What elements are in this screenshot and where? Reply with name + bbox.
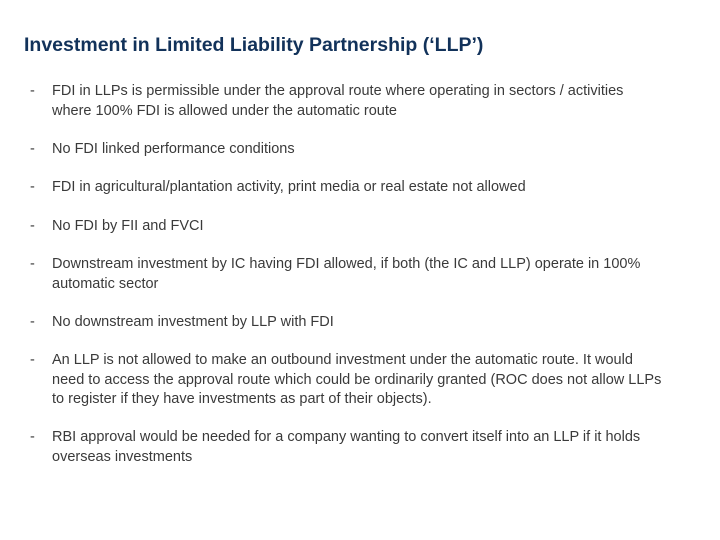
bullet-text: No FDI linked performance conditions: [52, 141, 295, 157]
bullet-text: FDI in agricultural/plantation activity, print media or real estate not allowed: [52, 179, 526, 195]
bullet-text: Downstream investment by IC having FDI allowed, if both (the IC and LLP) operate in 100% automatic sector: [52, 256, 641, 292]
bullet-text: No FDI by FII and FVCI: [52, 218, 204, 234]
bullet-text: No downstream investment by LLP with FDI: [52, 314, 334, 330]
bullet-dash: -: [30, 429, 35, 445]
bullet-dash: -: [30, 141, 35, 157]
bullet-dash: -: [30, 314, 35, 330]
bullet-dash: -: [30, 352, 35, 368]
bullet-text: FDI in LLPs is permissible under the approval route where operating in sectors / activities where 100% FDI is allowed under the automatic route: [52, 83, 624, 119]
bullet-dash: -: [30, 83, 35, 99]
bullet-text: An LLP is not allowed to make an outbound investment under the automatic route. It would need to access the approval route which could be ordinarily granted (ROC does not allow LLPs to register if they have investments as part of their objects).: [52, 352, 662, 407]
slide-title: Investment in Limited Liability Partnership (‘LLP’): [24, 34, 484, 56]
bullet-dash: -: [30, 179, 35, 195]
bullet-text: RBI approval would be needed for a company wanting to convert itself into an LLP if it holds overseas investments: [52, 429, 641, 465]
bullet-dash: -: [30, 256, 35, 272]
bullet-dash: -: [30, 218, 35, 234]
